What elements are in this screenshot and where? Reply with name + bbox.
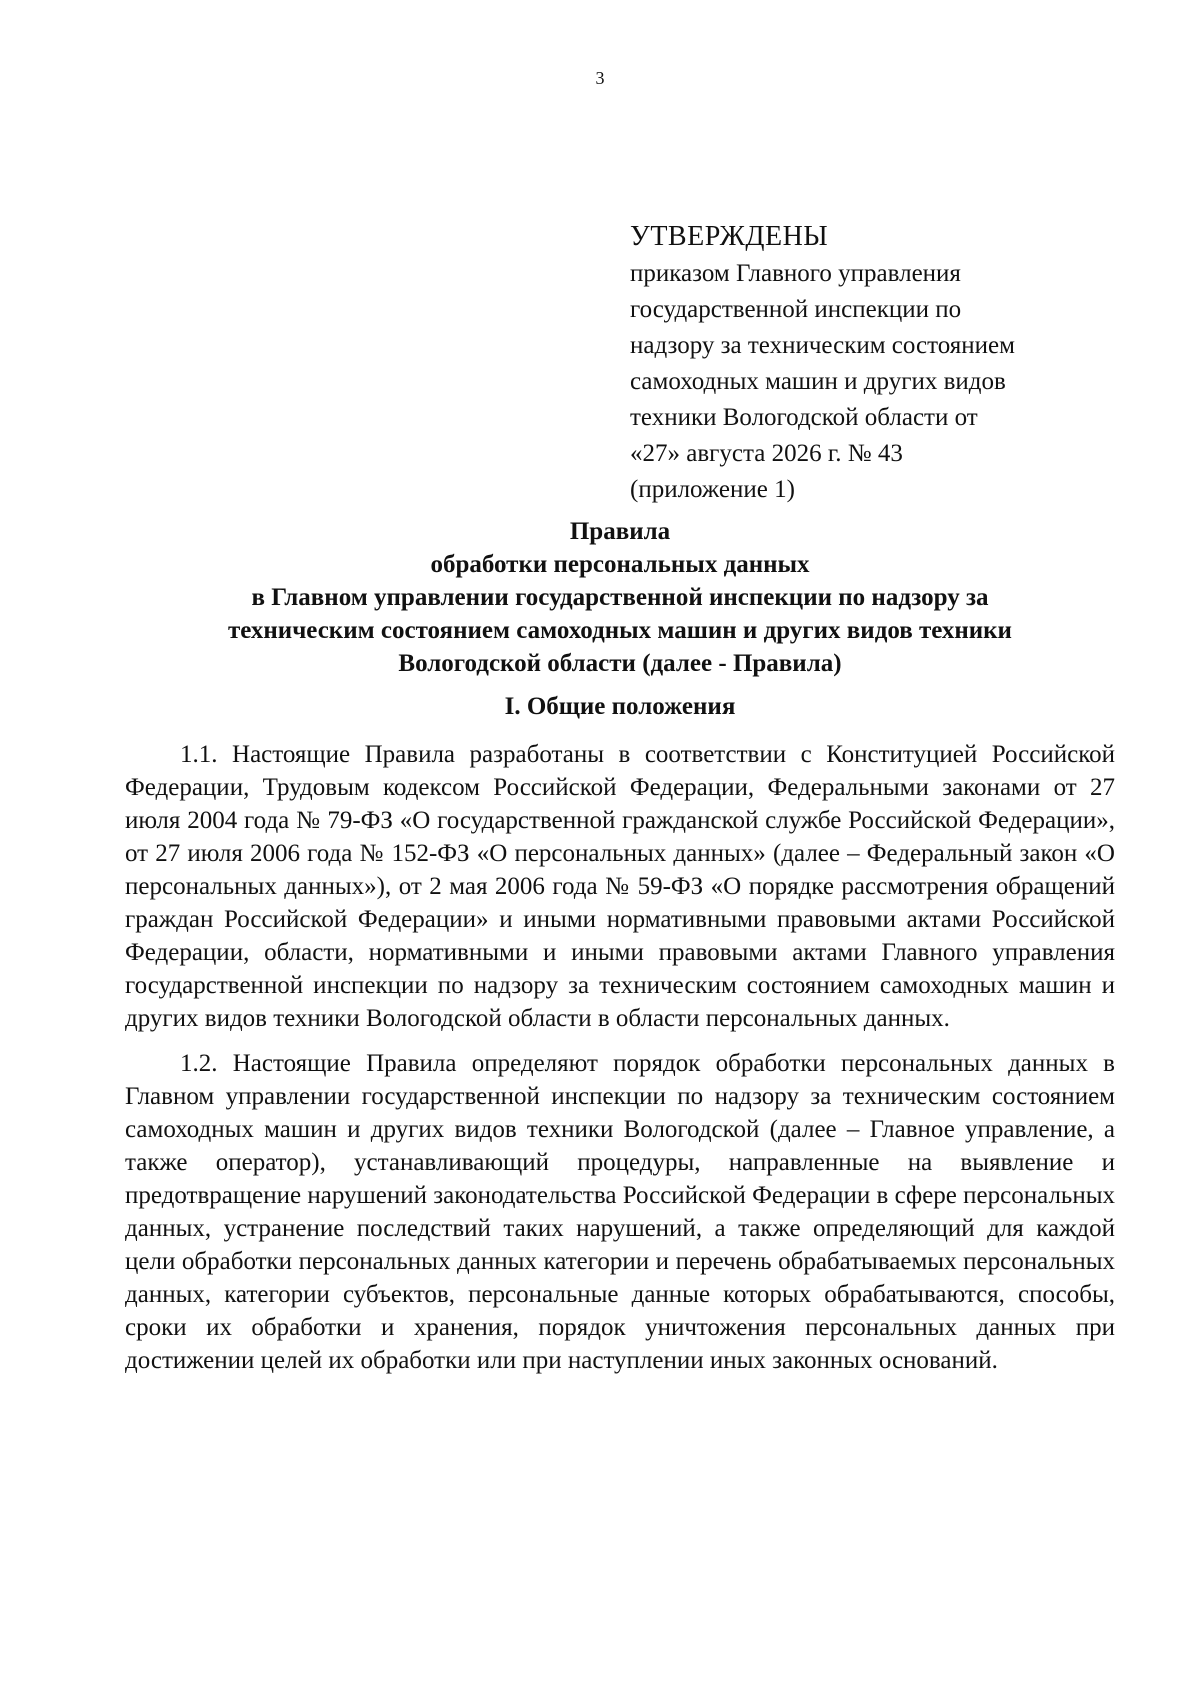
page-number: 3 — [595, 68, 605, 88]
paragraph-1-1: 1.1. Настоящие Правила разработаны в соответствии с Конституцией Российской Федерации, Трудовым кодексом Российской Федерации, Федеральными законами от 27 июля 2004 года № 79-ФЗ «О государственной гражданской службе Российской Федерации», от 27 июля 2006 года № 152-ФЗ «О персональных данных» (далее – Федеральный закон «О персональных данных»), от 2 мая 2006 года № 59-ФЗ «О порядке рассмотрения обращений граждан Российской Федерации» и иными нормативными правовыми актами Российской Федерации, области, нормативными и иными правовыми актами Главного управления государственной инспекции по надзору за техническим состоянием самоходных машин и других видов техники Вологодской области в области персональных данных. — [125, 741, 1115, 1032]
approval-line: надзору за техническим состоянием — [630, 332, 1015, 359]
approval-stamp-block — [630, 218, 1090, 508]
title-line: Вологодской области (далее - Правила) — [398, 650, 842, 677]
approval-line: государственной инспекции по — [630, 296, 962, 323]
approval-line: (приложение 1) — [630, 476, 795, 503]
section-body — [125, 738, 1115, 1389]
document-title — [120, 515, 1120, 680]
approval-heading: УТВЕРЖДЕНЫ — [630, 221, 829, 252]
paragraph-1-2: 1.2. Настоящие Правила определяют порядок обработки персональных данных в Главном управлении государственной инспекции по надзору за техническим состоянием самоходных машин и других видов техники Вологодской (далее – Главное управление, а также оператор), устанавливающий процедуры, направленные на выявление и предотвращение нарушений законодательства Российской Федерации в сфере персональных данных, устранение последствий таких нарушений, а также определяющий для каждой цели обработки персональных данных категории и перечень обрабатываемых персональных данных, категории субъектов, персональные данные которых обрабатываются, способы, сроки их обработки и хранения, порядок уничтожения персональных данных при достижении целей их обработки или при наступлении иных законных оснований. — [125, 1050, 1115, 1374]
approval-line: самоходных машин и других видов — [630, 368, 1006, 395]
approval-line: техники Вологодской области от — [630, 404, 978, 431]
approval-line: приказом Главного управления — [630, 260, 961, 287]
approval-line: «27» августа 2026 г. № 43 — [630, 440, 903, 467]
title-line: техническим состоянием самоходных машин и других видов техники — [228, 617, 1012, 644]
title-line: в Главном управлении государственной инспекции по надзору за — [251, 584, 989, 611]
title-line: Правила — [569, 518, 671, 545]
section-heading: I. Общие положения — [504, 693, 736, 720]
title-line: обработки персональных данных — [430, 551, 810, 578]
